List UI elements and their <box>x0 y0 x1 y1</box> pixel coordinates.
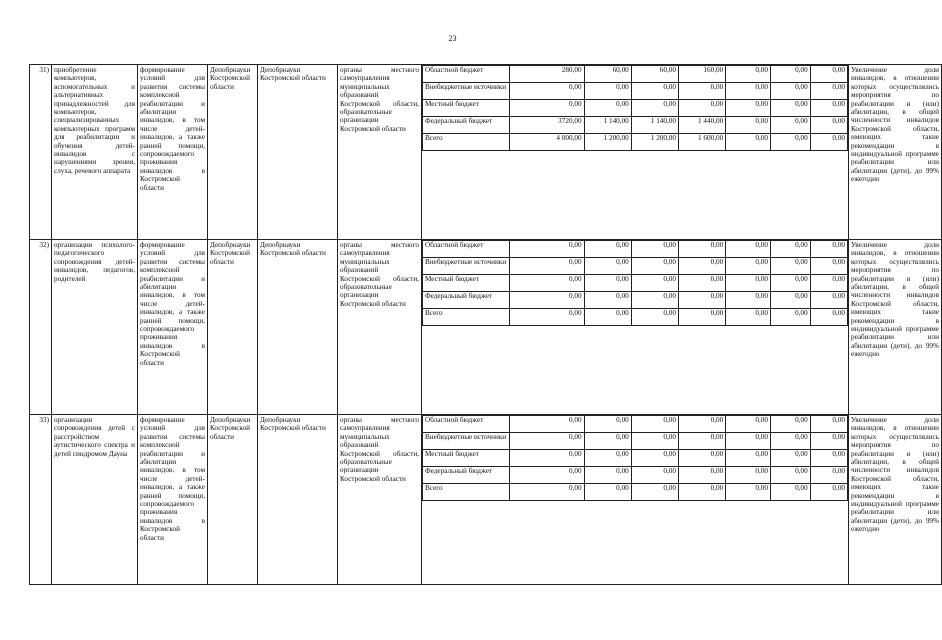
amount-cell: 0,00 <box>584 467 631 484</box>
amount-cell: 0,00 <box>770 258 810 275</box>
financing-cell <box>422 415 849 585</box>
executor-cell: Депобрнауки Костромской области <box>258 240 338 415</box>
amount-cell: 0,00 <box>509 241 584 258</box>
amount-cell: 0,00 <box>509 100 584 117</box>
executor-cell: Депобрнауки Костромской области <box>258 65 338 240</box>
amount-cell: 0,00 <box>770 484 810 501</box>
amount-cell: 0,00 <box>584 275 631 292</box>
amount-cell: 0,00 <box>584 309 631 326</box>
source-name: Всего <box>423 309 510 326</box>
financing-row <box>423 292 848 309</box>
amount-cell: 0,00 <box>810 100 847 117</box>
amount-cell: 0,00 <box>631 83 678 100</box>
amount-cell: 0,00 <box>678 416 725 433</box>
source-name: Внебюджетные источники <box>423 433 510 450</box>
amount-cell: 0,00 <box>770 83 810 100</box>
amount-cell: 0,00 <box>584 484 631 501</box>
amount-cell: 0,00 <box>810 241 847 258</box>
table-row <box>30 65 942 240</box>
amount-cell: 0,00 <box>631 258 678 275</box>
amount-cell: 0,00 <box>678 258 725 275</box>
amount-cell: 0,00 <box>770 117 810 134</box>
financing-row <box>423 83 848 100</box>
source-name: Внебюджетные источники <box>423 258 510 275</box>
amount-cell: 280,00 <box>509 66 584 83</box>
amount-cell: 0,00 <box>726 134 771 151</box>
amount-cell: 0,00 <box>584 292 631 309</box>
amount-cell: 0,00 <box>509 83 584 100</box>
amount-cell: 0,00 <box>726 100 771 117</box>
amount-cell: 160,00 <box>678 66 725 83</box>
amount-cell: 0,00 <box>770 275 810 292</box>
amount-cell: 0,00 <box>726 467 771 484</box>
amount-cell: 0,00 <box>631 467 678 484</box>
source-name: Местный бюджет <box>423 100 510 117</box>
amount-cell: 0,00 <box>810 66 847 83</box>
amount-cell: 0,00 <box>726 416 771 433</box>
participants-cell: органы местного самоуправления муниципальных образований Костромской области, образовательные организации Костромской области <box>338 415 422 585</box>
amount-cell: 0,00 <box>726 117 771 134</box>
amount-cell: 1 140,00 <box>631 117 678 134</box>
amount-cell: 0,00 <box>770 100 810 117</box>
amount-cell: 0,00 <box>678 83 725 100</box>
financing-row <box>423 416 848 433</box>
responsible-cell: Депобрнауки Костромской области <box>208 240 258 415</box>
amount-cell: 0,00 <box>678 450 725 467</box>
amount-cell: 0,00 <box>509 258 584 275</box>
goal-cell: формирование условий для развития системы комплексной реабилитации и абилитации инвалидов, в том числе детей-инвалидов, а также ранней помощи, сопровождаемого проживания инвалидов в Костромской области <box>138 415 208 585</box>
goal-cell: формирование условий для развития системы комплексной реабилитации и абилитации инвалидов, в том числе детей-инвалидов, а также ранней помощи, сопровождаемого проживания инвалидов в Костромской области <box>138 65 208 240</box>
amount-cell: 0,00 <box>678 241 725 258</box>
amount-cell: 0,00 <box>810 467 847 484</box>
amount-cell: 0,00 <box>584 83 631 100</box>
amount-cell: 0,00 <box>631 241 678 258</box>
amount-cell: 1 600,00 <box>678 134 725 151</box>
amount-cell: 0,00 <box>810 83 847 100</box>
amount-cell: 0,00 <box>726 292 771 309</box>
financing-table <box>422 415 848 501</box>
financing-row <box>423 134 848 151</box>
amount-cell: 0,00 <box>631 309 678 326</box>
financing-row <box>423 275 848 292</box>
amount-cell: 0,00 <box>584 450 631 467</box>
source-name: Местный бюджет <box>423 450 510 467</box>
result-cell: Увеличение доли инвалидов, в отношении которых осуществлялись мероприятия по реабилитации и (или) абилитации, в общей численности инвалидов Костромской области, имеющих такие рекомендации в индивидуальной программе реабилитации или абилитации (дети), до 99% ежегодно <box>849 240 942 415</box>
amount-cell: 0,00 <box>770 450 810 467</box>
amount-cell: 0,00 <box>726 66 771 83</box>
amount-cell: 0,00 <box>509 484 584 501</box>
amount-cell: 0,00 <box>678 309 725 326</box>
source-name: Областной бюджет <box>423 416 510 433</box>
financing-row <box>423 309 848 326</box>
amount-cell: 0,00 <box>584 100 631 117</box>
amount-cell: 0,00 <box>770 416 810 433</box>
program-table <box>29 64 942 585</box>
amount-cell: 0,00 <box>770 433 810 450</box>
amount-cell: 0,00 <box>810 292 847 309</box>
amount-cell: 0,00 <box>678 484 725 501</box>
source-name: Федеральный бюджет <box>423 467 510 484</box>
table-row <box>30 240 942 415</box>
amount-cell: 3720,00 <box>509 117 584 134</box>
row-number: 32) <box>30 240 52 415</box>
amount-cell: 0,00 <box>770 134 810 151</box>
amount-cell: 0,00 <box>810 117 847 134</box>
amount-cell: 0,00 <box>810 309 847 326</box>
measure-cell: организация сопровождения детей с расстройством аутистического спектра и детей синдромом Дауна <box>52 415 138 585</box>
amount-cell: 0,00 <box>509 292 584 309</box>
amount-cell: 0,00 <box>631 292 678 309</box>
amount-cell: 1 440,00 <box>678 117 725 134</box>
page-number: 23 <box>448 34 457 43</box>
row-number: 31) <box>30 65 52 240</box>
amount-cell: 0,00 <box>770 467 810 484</box>
amount-cell: 0,00 <box>509 433 584 450</box>
amount-cell: 0,00 <box>726 241 771 258</box>
amount-cell: 0,00 <box>726 83 771 100</box>
measure-cell: приобретение компьютеров, вспомогательных и альтернативных принадлежностей для компьютеров, специализированных компьютерных программ для реабилитации и обучения детей-инвалидов с нарушениями зрения, слуха, речевого аппарата <box>52 65 138 240</box>
amount-cell: 0,00 <box>810 134 847 151</box>
participants-cell: органы местного самоуправления муниципальных образований Костромской области, образовательные организации Костромской области <box>338 65 422 240</box>
amount-cell: 1 140,00 <box>584 117 631 134</box>
source-name: Федеральный бюджет <box>423 292 510 309</box>
amount-cell: 0,00 <box>726 433 771 450</box>
amount-cell: 0,00 <box>678 467 725 484</box>
row-number: 33) <box>30 415 52 585</box>
financing-row <box>423 467 848 484</box>
goal-cell: формирование условий для развития системы комплексной реабилитации и абилитации инвалидов, в том числе детей-инвалидов, а также ранней помощи, сопровождаемого проживания инвалидов в Костромской области <box>138 240 208 415</box>
financing-cell <box>422 240 849 415</box>
amount-cell: 0,00 <box>678 100 725 117</box>
amount-cell: 0,00 <box>631 484 678 501</box>
amount-cell: 0,00 <box>509 450 584 467</box>
amount-cell: 0,00 <box>726 484 771 501</box>
amount-cell: 0,00 <box>770 309 810 326</box>
table-row <box>30 415 942 585</box>
amount-cell: 0,00 <box>631 275 678 292</box>
financing-row <box>423 241 848 258</box>
amount-cell: 0,00 <box>678 275 725 292</box>
amount-cell: 0,00 <box>584 416 631 433</box>
financing-row <box>423 450 848 467</box>
amount-cell: 4 000,00 <box>509 134 584 151</box>
amount-cell: 0,00 <box>631 416 678 433</box>
amount-cell: 0,00 <box>810 484 847 501</box>
result-cell: Увеличение доли инвалидов, в отношении которых осуществлялись мероприятия по реабилитации и (или) абилитации, в общей численности инвалидов Костромской области, имеющих такие рекомендации в индивидуальной программе реабилитации или абилитации (дети), до 99% ежегодно <box>849 65 942 240</box>
financing-table <box>422 65 848 151</box>
financing-row <box>423 66 848 83</box>
amount-cell: 0,00 <box>678 433 725 450</box>
amount-cell: 0,00 <box>509 467 584 484</box>
amount-cell: 60,00 <box>631 66 678 83</box>
amount-cell: 1 200,00 <box>631 134 678 151</box>
source-name: Областной бюджет <box>423 241 510 258</box>
source-name: Внебюджетные источники <box>423 83 510 100</box>
participants-cell: органы местного самоуправления муниципальных образований Костромской области, образовательные организации Костромской области <box>338 240 422 415</box>
financing-row <box>423 258 848 275</box>
financing-row <box>423 433 848 450</box>
amount-cell: 0,00 <box>770 66 810 83</box>
executor-cell: Депобрнауки Костромской области <box>258 415 338 585</box>
amount-cell: 0,00 <box>584 241 631 258</box>
measure-cell: организация психолого-педагогического сопровождения детей-инвалидов, педагогов, родителей <box>52 240 138 415</box>
source-name: Федеральный бюджет <box>423 117 510 134</box>
amount-cell: 0,00 <box>631 450 678 467</box>
financing-row <box>423 484 848 501</box>
amount-cell: 0,00 <box>726 275 771 292</box>
amount-cell: 0,00 <box>810 433 847 450</box>
amount-cell: 0,00 <box>810 416 847 433</box>
amount-cell: 0,00 <box>726 450 771 467</box>
result-cell: Увеличение доли инвалидов, в отношении которых осуществлялись мероприятия по реабилитации и (или) абилитации, в общей численности инвалидов Костромской области, имеющих такие рекомендации в индивидуальной программе реабилитации или абилитации (дети), до 99% ежегодно <box>849 415 942 585</box>
responsible-cell: Депобрнауки Костромской области <box>208 65 258 240</box>
source-name: Всего <box>423 484 510 501</box>
amount-cell: 0,00 <box>726 309 771 326</box>
amount-cell: 0,00 <box>810 275 847 292</box>
amount-cell: 0,00 <box>584 258 631 275</box>
amount-cell: 0,00 <box>509 309 584 326</box>
amount-cell: 0,00 <box>509 416 584 433</box>
amount-cell: 0,00 <box>810 450 847 467</box>
amount-cell: 1 200,00 <box>584 134 631 151</box>
source-name: Всего <box>423 134 510 151</box>
amount-cell: 0,00 <box>631 100 678 117</box>
amount-cell: 0,00 <box>509 275 584 292</box>
source-name: Местный бюджет <box>423 275 510 292</box>
responsible-cell: Депобрнауки Костромской области <box>208 415 258 585</box>
amount-cell: 0,00 <box>770 241 810 258</box>
amount-cell: 0,00 <box>631 433 678 450</box>
amount-cell: 60,00 <box>584 66 631 83</box>
amount-cell: 0,00 <box>770 292 810 309</box>
financing-cell <box>422 65 849 240</box>
amount-cell: 0,00 <box>726 258 771 275</box>
financing-row <box>423 117 848 134</box>
financing-table <box>422 240 848 326</box>
amount-cell: 0,00 <box>810 258 847 275</box>
amount-cell: 0,00 <box>584 433 631 450</box>
financing-row <box>423 100 848 117</box>
source-name: Областной бюджет <box>423 66 510 83</box>
amount-cell: 0,00 <box>678 292 725 309</box>
